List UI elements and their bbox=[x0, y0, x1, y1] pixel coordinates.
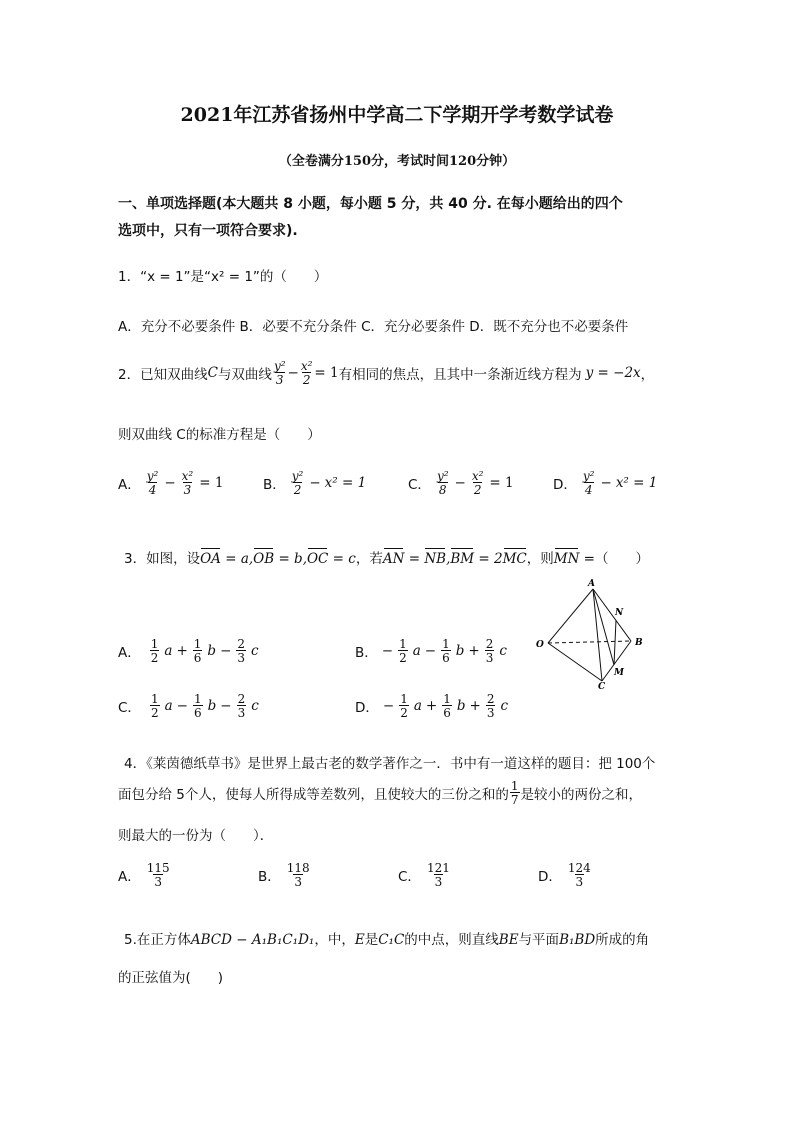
section-heading-line1: 一、单项选择题(本大题共 8 小题，每小题 5 分，共 40 分. 在每小题给出的四个 bbox=[118, 196, 623, 212]
question-1-text: 1．“x = 1”是“x² = 1”的（ ） bbox=[118, 269, 328, 285]
q4-option-a: A． $\frac{115}{3}$ bbox=[118, 861, 170, 889]
figure-label-m: M bbox=[614, 668, 624, 678]
q3-option-a: A． $\frac{1}{2}$ a + $\frac{1}{6}$ b − $\frac{2}{3}$ c bbox=[118, 637, 259, 665]
question-3-text: 3．如图，设OA = a,OB = b,OC = c，若AN = NB,BM = 2MC，则MN =（ ） bbox=[124, 551, 649, 567]
tetrahedron-figure bbox=[530, 575, 660, 690]
q2-option-b: B． $\frac{\text{y²}}{2}$ − x² = 1 bbox=[263, 469, 367, 497]
q2-comma: ， bbox=[640, 367, 655, 383]
question-2-line2: 则双曲线 C的标准方程是（ ） bbox=[118, 427, 321, 443]
q3-option-b: B． − $\frac{1}{2}$ a − $\frac{1}{6}$ b + $\frac{2}{3}$ c bbox=[355, 637, 507, 665]
question-5-line2: 的正弦值为( ) bbox=[118, 970, 224, 986]
q2-text-1: 2．已知双曲线 bbox=[118, 367, 208, 383]
q4-option-b: B． $\frac{118}{3}$ bbox=[258, 861, 310, 889]
q2-fraction-x: $\frac{\text{x²}}{2}$ bbox=[300, 359, 313, 387]
question-4-options bbox=[118, 862, 593, 888]
q2-text-2: 与双曲线 bbox=[217, 367, 272, 383]
q4-fraction: $\frac{1}{7}$ bbox=[510, 779, 519, 807]
figure-label-c: C bbox=[598, 682, 606, 690]
q4-option-d: D． $\frac{124}{3}$ bbox=[538, 861, 591, 889]
page-subtitle: （全卷满分150分，考试时间120分钟） bbox=[278, 154, 516, 169]
q2-var-c: C bbox=[207, 365, 218, 381]
q3-option-d: D． − $\frac{1}{2}$ a + $\frac{1}{6}$ b + $\frac{2}{3}$ c bbox=[355, 692, 509, 720]
section-heading-line2: 选项中，只有一项符合要求). bbox=[118, 223, 298, 239]
question-5-line1: 5.在正方体ABCD − A₁B₁C₁D₁，中，E是C₁C的中点，则直线BE与平面B₁BD所成的角 bbox=[124, 932, 650, 948]
question-2-options bbox=[118, 470, 678, 496]
q2-option-a: A． $\frac{\text{y²}}{4}$ − $\frac{\text{x²}}{3}$ = 1 bbox=[118, 469, 224, 497]
q2-eq-one: = 1 bbox=[314, 365, 339, 381]
q2-fraction-y: $\frac{\text{y²}}{3}$ bbox=[273, 359, 286, 387]
question-2-line1 bbox=[118, 360, 654, 386]
question-4-line3: 则最大的一份为（ ）． bbox=[118, 828, 274, 844]
q2-option-c: C． $\frac{\text{y²}}{8}$ − $\frac{\text{x²}}{2}$ = 1 bbox=[408, 469, 514, 497]
q3-option-c: C． $\frac{1}{2}$ a − $\frac{1}{6}$ b − $\frac{2}{3}$ c bbox=[118, 692, 259, 720]
q2-text-3: 有相同的焦点，且其中一条渐近线方程为 bbox=[338, 367, 582, 383]
page-title: 2021年江苏省扬州中学高二下学期开学考数学试卷 bbox=[180, 104, 614, 126]
question-4-line2: 面包分给 5个人，使每人所得成等差数列，且使较大的三份之和的 $\frac{1}{7}$ 是较小的两份之和， bbox=[118, 779, 643, 807]
figure-label-n: N bbox=[615, 608, 624, 618]
question-1-options: A．充分不必要条件 B．必要不充分条件 C．充分必要条件 D．既不充分也不必要条件 bbox=[118, 319, 629, 335]
q2-option-d: D． $\frac{\text{y²}}{4}$ − x² = 1 bbox=[553, 469, 658, 497]
figure-label-o: O bbox=[536, 640, 544, 650]
q4-option-c: C． $\frac{121}{3}$ bbox=[398, 861, 450, 889]
q2-minus: − bbox=[287, 365, 299, 381]
question-4-line1: 4．《莱茵德纸草书》是世界上最古老的数学著作之一．书中有一道这样的题目：把 100个 bbox=[124, 756, 656, 772]
figure-label-a: A bbox=[588, 579, 595, 589]
figure-label-b: B bbox=[635, 638, 643, 648]
q2-asymptote: y = −2x bbox=[585, 365, 641, 381]
